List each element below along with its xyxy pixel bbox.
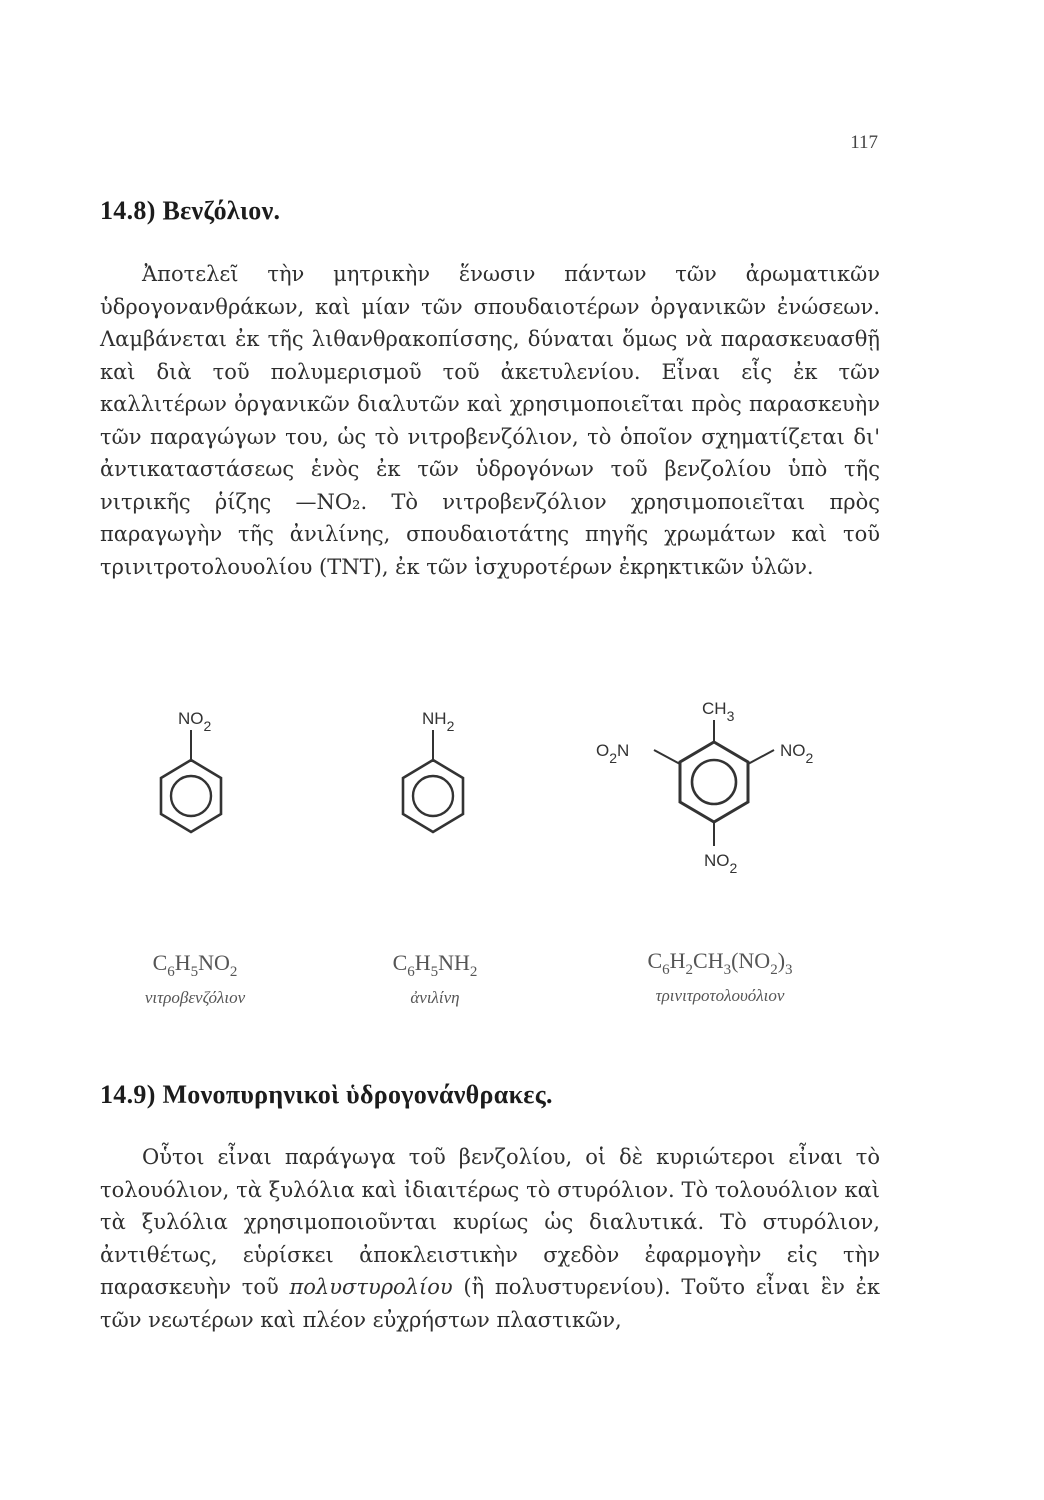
page-number: 117: [850, 132, 878, 153]
section-heading-benzene: 14.8) Βενζόλιον.: [100, 196, 281, 225]
aromatic-circle: [413, 776, 453, 816]
aniline-name: ἀνιλίνη: [410, 988, 460, 1007]
tnt-name: τρινιτροτολουόλιον: [655, 986, 785, 1005]
aromatic-circle: [171, 776, 211, 816]
tnt-formula: $C_6H_2CH_3(NO_2)_3$: [647, 948, 793, 978]
amino-group-label: $NH_2$: [422, 709, 455, 734]
aniline-structure: [403, 709, 463, 832]
paragraph-monocyclic: [100, 1141, 880, 1336]
aniline-formula: $C_6H_5NH_2$: [392, 950, 478, 980]
paragraph-text-start: Οὗτοι εἶναι παράγωγα τοῦ βενζολίου, οἱ δὲ κυριώτεροι εἶναι τὸ τολουόλιον, τὰ ξυλόλια καὶ ἰδιαιτέρως τὸ στυρόλιον. Τὸ τολουόλιον καὶ τὰ ξυλόλια χρησιμοποιοῦνται κυρίως ὡς διαλυτικά. Τὸ στυρόλιον, ἀντιθέτως, εὑρίσκει ἀποκλειστικὴν σχεδὸν ἐφαρμογὴν εἰς τὴν παρασκευὴν τοῦ: [100, 1145, 880, 1299]
left-nitro-group-label: $O_2N$: [596, 741, 630, 766]
nitrobenzene-structure: [161, 709, 221, 832]
structures-drawing: [0, 680, 1044, 1040]
paragraph-text-end: (ἢ πολυστυρενίου). Τοῦτο εἶναι ἓν ἐκ τῶν νεωτέρων καὶ πλέον εὐχρήστων πλαστικῶν,: [100, 1275, 880, 1332]
paragraph-benzene: Ἀποτελεῖ τὴν μητρικὴν ἕνωσιν πάντων τῶν ἀρωματικῶν ὑδρογονανθράκων, καὶ μίαν τῶν σπουδαιοτέρων ὀργανικῶν ἐνώσεων. Λαμβάνεται ἐκ τῆς λιθανθρακοπίσσης, δύναται ὅμως νὰ παρασκευασθῇ καὶ διὰ τοῦ πολυμερισμοῦ τοῦ ἀκετυλενίου. Εἶναι εἷς ἐκ τῶν καλλιτέρων ὀργανικῶν διαλυτῶν καὶ χρησιμοποιεῖται πρὸς παρασκευὴν τῶν παραγώγων του, ὡς τὸ νιτροβενζόλιον, τὸ ὁποῖον σχηματίζεται δι' ἀντικαταστάσεως ἑνὸς ἐκ τῶν ὑδρογόνων τοῦ βενζολίου ὑπὸ τῆς νιτρικῆς ῥίζης —NO₂. Τὸ νιτροβενζόλιον χρησιμοποιεῖται πρὸς παραγωγὴν τῆς ἀνιλίνης, σπουδαιοτάτης πηγῆς χρωμάτων καὶ τοῦ τρινιτροτολουολίου (TNT), ἐκ τῶν ἰσχυροτέρων ἐκρηκτικῶν ὑλῶν.: [100, 262, 880, 579]
nitro-group-label: $NO_2$: [178, 709, 212, 734]
benzene-ring: [680, 742, 748, 822]
bottom-nitro-group-label: $NO_2$: [704, 851, 738, 876]
bond-line: [654, 750, 680, 764]
bond-line: [748, 750, 774, 764]
structural-formulas-figure: [0, 680, 1044, 1040]
emphasized-term: πολυστυρολίου: [289, 1275, 453, 1299]
methyl-group-label: $CH_3$: [702, 699, 735, 724]
nitrobenzene-name: νιτροβενζόλιον: [144, 988, 246, 1007]
nitrobenzene-formula: $C_6H_5NO_2$: [152, 950, 238, 980]
right-nitro-group-label: $NO_2$: [780, 741, 814, 766]
section-heading-monocyclic: 14.9) Μονοπυρηνικοὶ ὑδρογονάνθρακες.: [100, 1080, 553, 1109]
aromatic-circle: [692, 760, 736, 804]
tnt-structure: [596, 699, 814, 876]
